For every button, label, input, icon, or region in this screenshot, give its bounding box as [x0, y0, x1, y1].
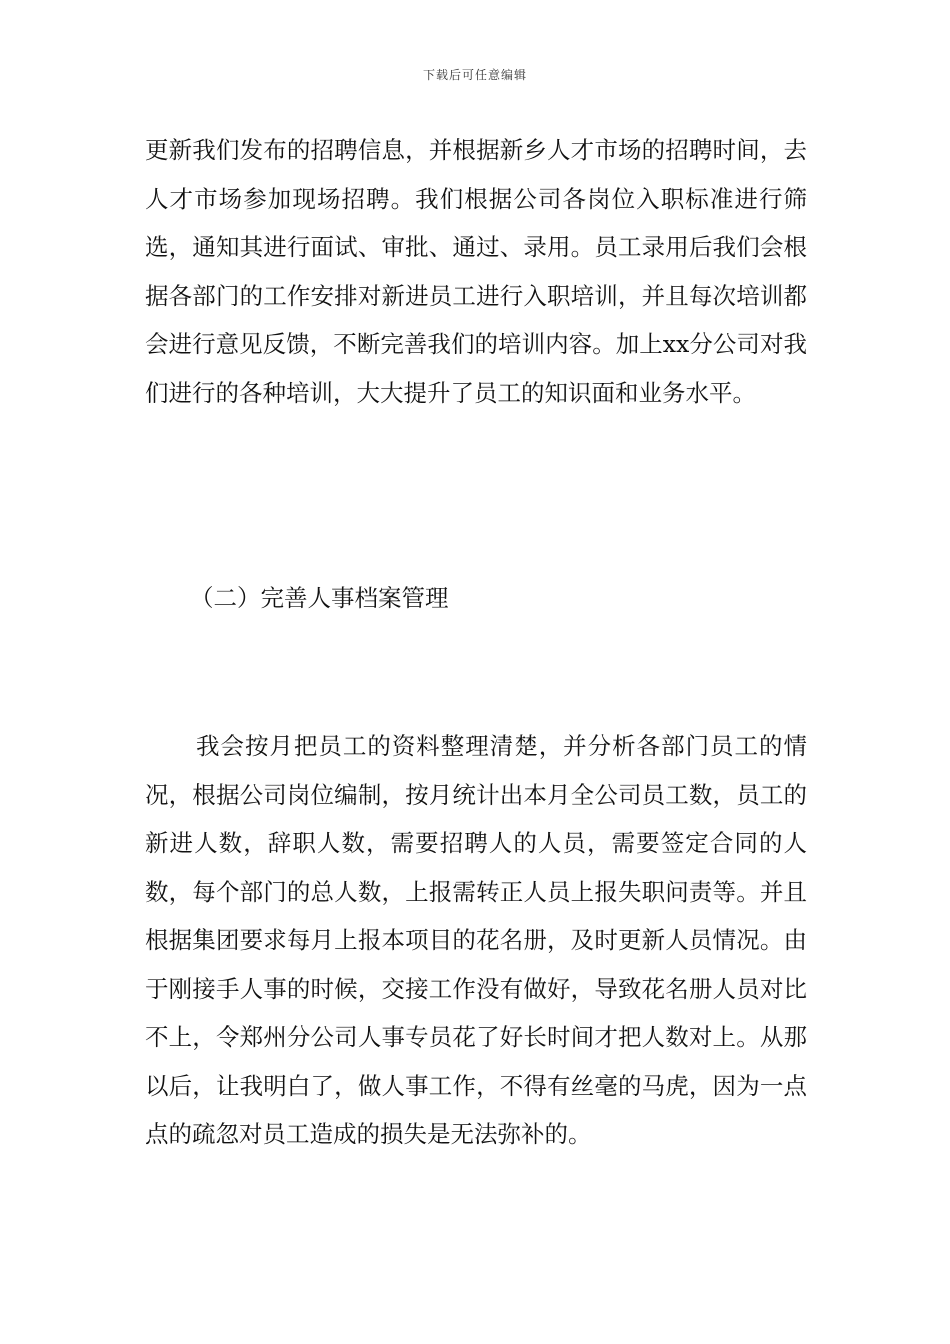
body-paragraph-1: 更新我们发布的招聘信息，并根据新乡人才市场的招聘时间，去人才市场参加现场招聘。我们根据公司各岗位入职标准进行筛选，通知其进行面试、审批、通过、录用。员工录用后我们会根据各部门的工作安排对新进员工进行入职培训，并且每次培训都会进行意见反馈，不断完善我们的培训内容。加上xx分公司对我们进行的各种培训，大大提升了员工的知识面和业务水平。	[145, 136, 807, 407]
section-heading: （二）完善人事档案管理	[190, 584, 449, 612]
body-paragraph-2: 我会按月把员工的资料整理清楚，并分析各部门员工的情况，根据公司岗位编制，按月统计出本月全公司员工数，员工的新进人数，辞职人数，需要招聘人的人员，需要签定合同的人数，每个部门的总人数，上报需转正人员上报失职问责等。并且根据集团要求每月上报本项目的花名册，及时更新人员情况。由于刚接手人事的时候，交接工作没有做好，导致花名册人员对比不上，令郑州分公司人事专员花了好长时间才把人数对上。从那以后，让我明白了，做人事工作，不得有丝毫的马虎，因为一点点的疏忽对员工造成的损失是无法弥补的。	[145, 732, 807, 1148]
page-header-note: 下载后可任意编辑	[422, 68, 527, 82]
